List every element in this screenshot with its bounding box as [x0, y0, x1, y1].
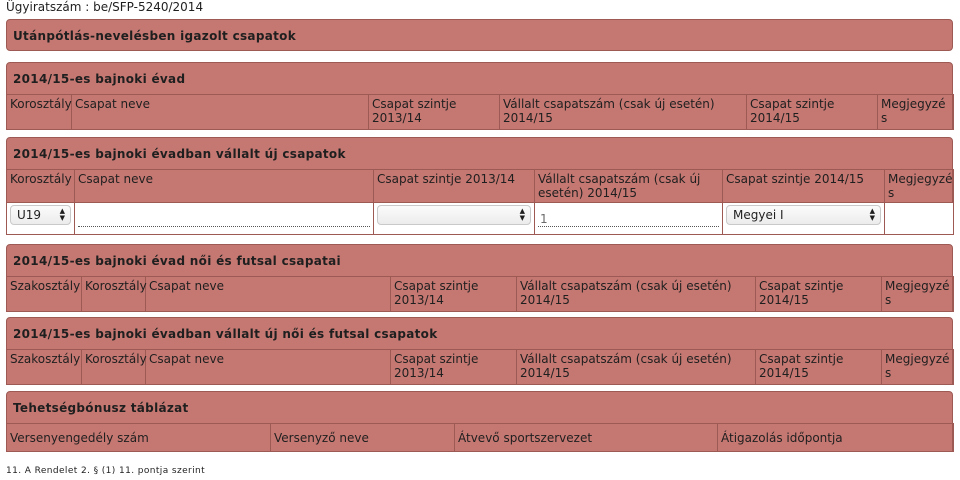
col-csapat-szintje-1415: Csapat szintje 2014/15: [723, 170, 885, 203]
select-arrows-icon: ▲ ▼: [869, 207, 875, 222]
col-korosztaly: Korosztály: [82, 277, 146, 312]
team-count-input[interactable]: 1: [538, 205, 719, 227]
team-name-input[interactable]: [78, 205, 370, 227]
document-number: Ügyiratszám : be/SFP-5240/2014: [6, 0, 204, 14]
section-title: 2014/15-es bajnoki évad: [13, 72, 186, 86]
col-csapat-szintje-1415: Csapat szintje 2014/15: [756, 277, 882, 312]
col-megjegyzes: Megjegyzé s: [885, 170, 954, 203]
cell-megjegyzes[interactable]: [885, 203, 954, 235]
col-csapat-szintje-1415: Csapat szintje 2014/15: [756, 350, 882, 385]
col-vallalt-csapatszam: Vállalt csapatszám (csak új esetén) 2014/15: [517, 277, 756, 312]
section-tehetsegbonusz: [6, 391, 953, 452]
col-szakosztaly: Szakosztály: [7, 277, 82, 312]
col-csapat-szintje-1314: Csapat szintje 2013/14: [374, 170, 535, 203]
table-bajnoki-evad: [6, 94, 954, 130]
col-megjegyzes: Megjegyzé s: [882, 277, 954, 312]
table-uj-noi-futsal: [6, 349, 954, 385]
col-csapat-szintje-1314: Csapat szintje 2013/14: [369, 95, 500, 130]
col-csapat-szintje-1314: Csapat szintje 2013/14: [391, 350, 517, 385]
table-row: [7, 203, 954, 235]
section-title: Tehetségbónusz táblázat: [13, 401, 189, 415]
col-csapat-szintje-1415: Csapat szintje 2014/15: [747, 95, 878, 130]
section-bajnoki-evad: [6, 62, 953, 130]
col-versenyzo-neve: Versenyző neve: [271, 424, 455, 452]
col-atvevo-sportszervezet: Átvevő sportszervezet: [455, 424, 718, 452]
cell-csapatszam: [535, 203, 723, 235]
cell-csapat-neve: [75, 203, 374, 235]
col-csapat-neve: Csapat neve: [72, 95, 369, 130]
col-korosztaly: Korosztály: [7, 95, 72, 130]
age-group-select[interactable]: [10, 205, 71, 225]
section-title: 2014/15-es bajnoki évadban vállalt új csapatok: [13, 147, 346, 161]
table-header-row: [7, 95, 954, 130]
col-csapat-neve: Csapat neve: [146, 350, 391, 385]
section-title: 2014/15-es bajnoki évad női és futsal csapatai: [13, 254, 341, 268]
section-title: 2014/15-es bajnoki évadban vállalt új női és futsal csapatok: [13, 327, 438, 341]
col-vallalt-csapatszam: Vállalt csapatszám (csak új esetén) 2014/15: [517, 350, 756, 385]
section-title: Utánpótlás-nevelésben igazolt csapatok: [13, 29, 296, 43]
select-arrows-icon: ▲ ▼: [59, 207, 65, 222]
col-korosztaly: Korosztály: [7, 170, 75, 203]
table-uj-csapatok: [6, 169, 954, 235]
table-header-row: [7, 424, 954, 452]
section-utanpotlas: [6, 19, 953, 51]
age-group-value: U19: [17, 208, 42, 222]
level-1415-value: Megyei I: [733, 208, 784, 222]
col-korosztaly: Korosztály: [82, 350, 146, 385]
col-szakosztaly: Szakosztály: [7, 350, 82, 385]
col-csapat-neve: Csapat neve: [146, 277, 391, 312]
table-header-row: [7, 170, 954, 203]
level-1314-select[interactable]: [377, 205, 531, 225]
footnote: 11. A Rendelet 2. § (1) 11. pontja szerint: [6, 466, 206, 476]
cell-szint-1415: [723, 203, 885, 235]
col-megjegyzes: Megjegyzé s: [882, 350, 954, 385]
col-vallalt-csapatszam: Vállalt csapatszám (csak új esetén) 2014/15: [535, 170, 723, 203]
table-tehetsegbonusz: [6, 423, 954, 452]
table-header-row: [7, 277, 954, 312]
col-versenyengedely: Versenyengedély szám: [7, 424, 271, 452]
cell-korosztaly: [7, 203, 75, 235]
col-atigazolas-idopontja: Átigazolás időpontja: [718, 424, 954, 452]
table-noi-futsal: [6, 276, 954, 312]
select-arrows-icon: ▲ ▼: [519, 207, 525, 222]
section-noi-futsal: [6, 244, 953, 312]
cell-szint-1314: [374, 203, 535, 235]
col-vallalt-csapatszam: Vállalt csapatszám (csak új esetén) 2014/15: [500, 95, 747, 130]
col-csapat-neve: Csapat neve: [75, 170, 374, 203]
section-uj-noi-futsal: [6, 317, 953, 385]
level-1415-select[interactable]: [726, 205, 881, 225]
col-megjegyzes: Megjegyzé s: [878, 95, 954, 130]
col-csapat-szintje-1314: Csapat szintje 2013/14: [391, 277, 517, 312]
table-header-row: [7, 350, 954, 385]
section-uj-csapatok: [6, 137, 953, 233]
